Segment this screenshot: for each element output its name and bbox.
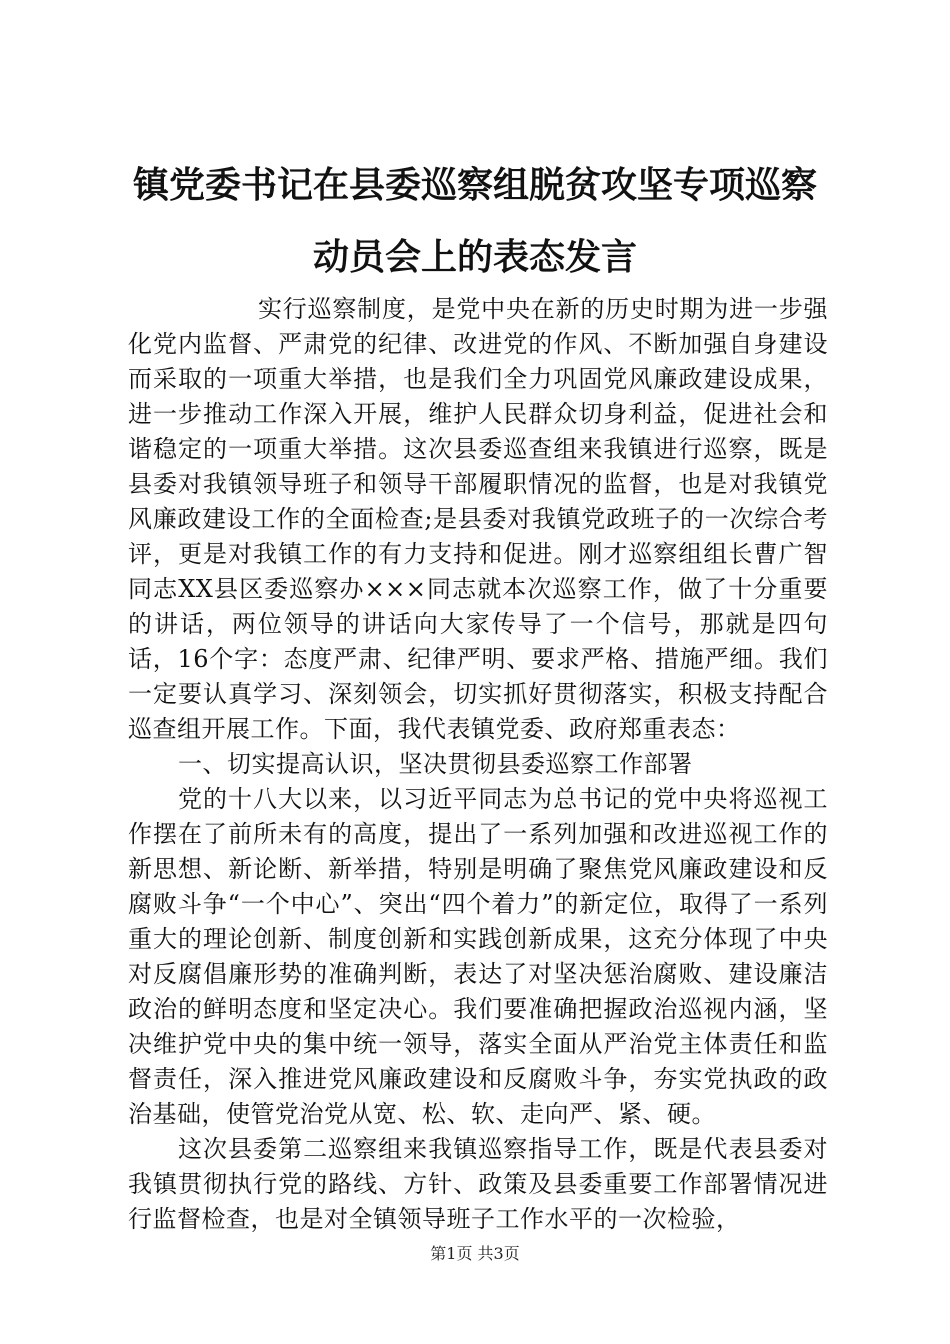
paragraph-section-1: 党的十八大以来，以习近平同志为总书记的党中央将巡视工作摆在了前所未有的高度，提出了一系列加强和改进巡视工作的新思想、新论断、新举措，特别是明确了聚焦党风廉政建设和反腐败斗争“一个中心”、突出“四个着力”的新定位，取得了一系列重大的理论创新、制度创新和实践创新成果，这充分体现了中央对反腐倡廉形势的准确判断，表达了对坚决惩治腐败、建设廉洁政治的鲜明态度和坚定决心。我们要准确把握政治巡视内涵，坚决维护党中央的集中统一领导，落实全面从严治党主体责任和监督责任，深入推进党风廉政建设和反腐败斗争，夯实党执政的政治基础，使管党治党从宽、松、软、走向严、紧、硬。: [128, 785, 828, 1128]
section-heading-1: 一、切实提高认识，坚决贯彻县委巡察工作部署: [178, 750, 693, 778]
paragraph-intro: 实行巡察制度，是党中央在新的历史时期为进一步强化党内监督、严肃党的纪律、改进党的作风、不断加强自身建设而采取的一项重大举措，也是我们全力巩固党风廉政建设成果，进一步推动工作深入开展，维护人民群众切身利益，促进社会和谐稳定的一项重大举措。这次县委巡查组来我镇进行巡察，既是县委对我镇领导班子和领导干部履职情况的监督，也是对我镇党风廉政建设工作的全面检查;是县委对我镇党政班子的一次综合考评，更是对我镇工作的有力支持和促进。刚才巡察组组长曹广智同志XX县区委巡察办×××同志就本次巡察工作，做了十分重要的讲话，两位领导的讲话向大家传导了一个信号，那就是四句话，16个字：态度严肃、纪律严明、要求严格、措施严细。我们一定要认真学习、深刻领会，切实抓好贯彻落实，积极支持配合巡查组开展工作。下面，我代表镇党委、政府郑重表态：: [128, 295, 828, 743]
paragraph-inspection: 这次县委第二巡察组来我镇巡察指导工作，既是代表县委对我镇贯彻执行党的路线、方针、政策及县委重要工作部署情况进行监督检查，也是对全镇领导班子工作水平的一次检验，: [128, 1135, 828, 1233]
document-title: 镇党委书记在县委巡察组脱贫攻坚专项巡察动员会上的表态发言: [132, 165, 817, 278]
page-footer: 第1页 共3页: [430, 1244, 520, 1263]
document-body: [128, 292, 828, 1237]
